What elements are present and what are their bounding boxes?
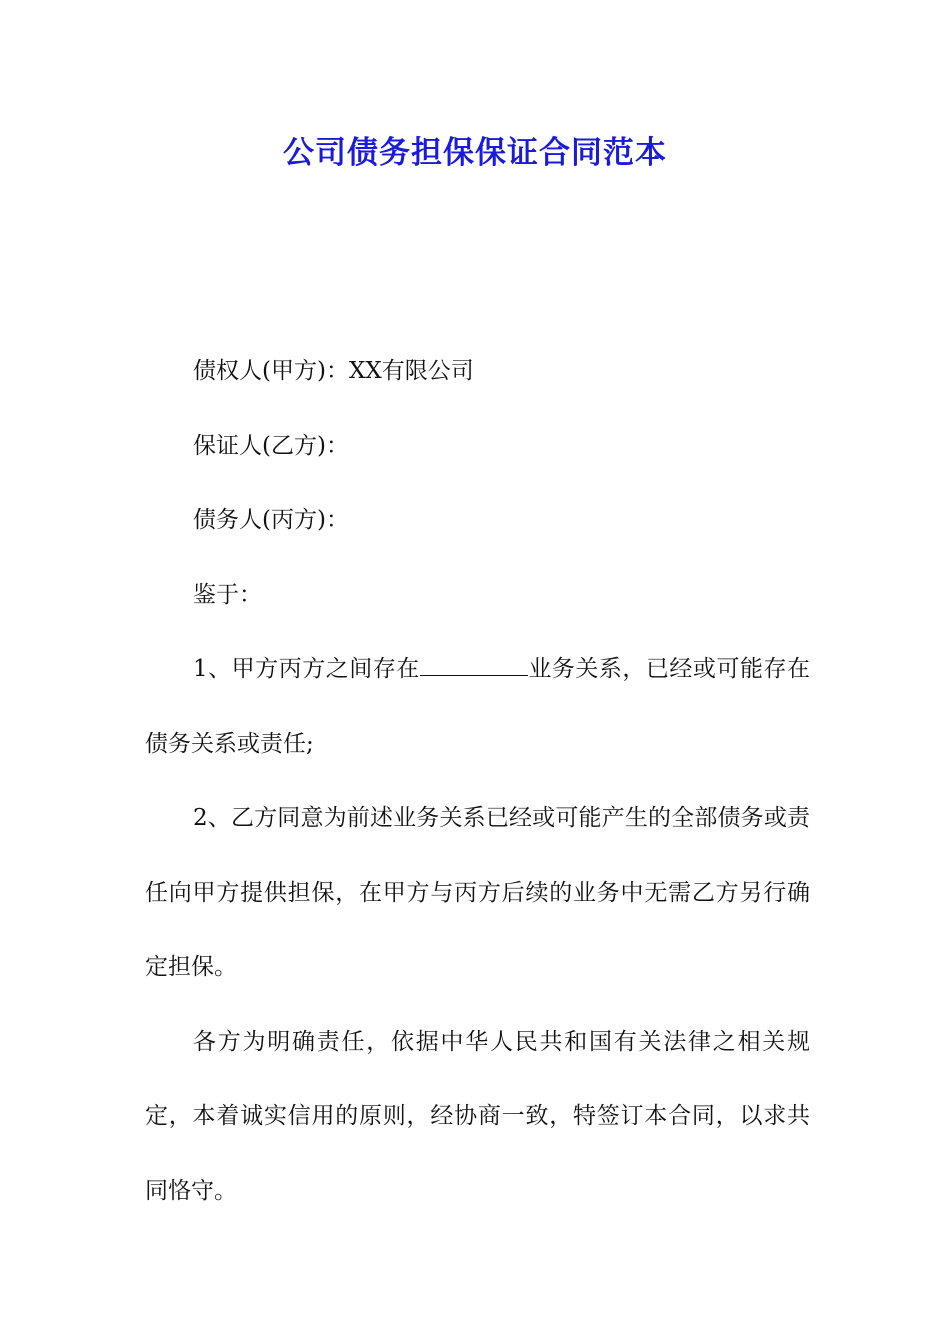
whereas-heading: 鉴于： — [193, 581, 262, 608]
guarantor-line: 保证人(乙方)： — [193, 432, 349, 459]
clause-1-end: 业务关系，已经或可能存在债务关系或责任; — [145, 656, 810, 757]
document-body — [145, 334, 810, 1228]
clause-2: 2、乙方同意为前述业务关系已经或可能产生的全部债务或责任向甲方提供担保，在甲方与丙方后续的业务中无需乙方另行确定担保。 — [145, 805, 810, 980]
debtor-line: 债务人(丙方)： — [193, 507, 349, 533]
clause-1 — [145, 632, 810, 781]
closing-paragraph: 各方为明确责任，依据中华人民共和国有关法律之相关规定，本着诚实信用的原则，经协商一致，特签订本合同，以求共同恪守。 — [145, 1028, 810, 1204]
clause-1-start: 1、甲方丙方之间存在 — [193, 656, 420, 682]
fill-in-blank — [420, 655, 528, 676]
document-title: 公司债务担保保证合同范本 — [283, 135, 667, 171]
creditor-line: 债权人(甲方)：XX有限公司 — [193, 358, 474, 384]
